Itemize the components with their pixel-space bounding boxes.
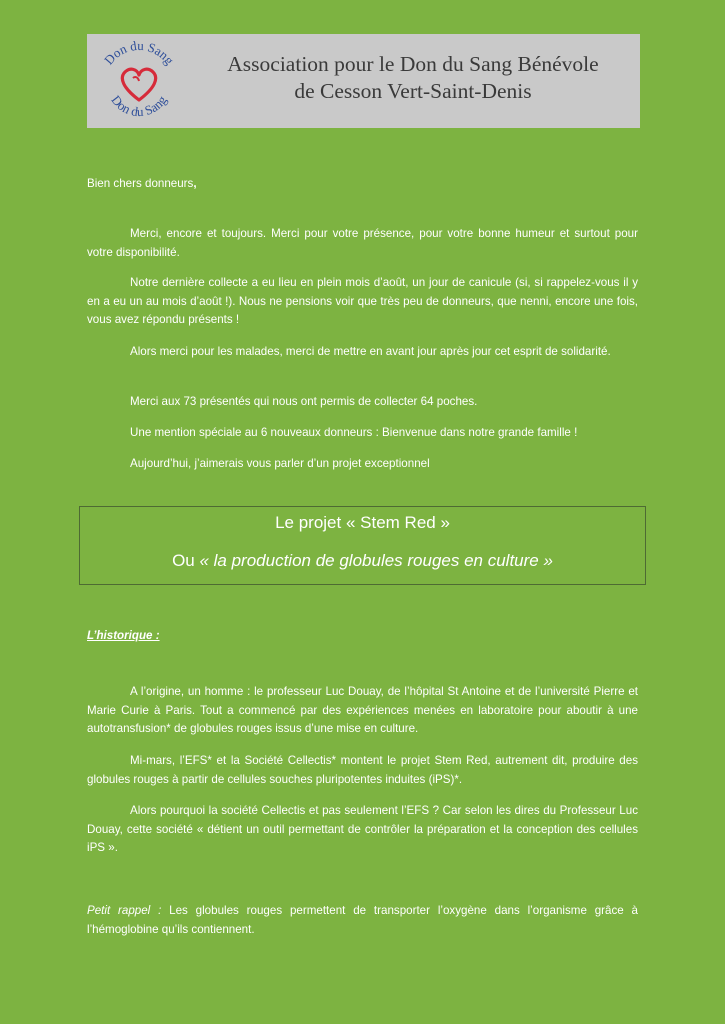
- association-title: [193, 51, 633, 105]
- project-title: Le projet « Stem Red »: [275, 513, 450, 532]
- paragraph-donor-count: Merci aux 73 présentés qui nous ont permis de collecter 64 poches.: [130, 395, 478, 408]
- paragraph-project-intro: Aujourd’hui, j’aimerais vous parler d’un projet exceptionnel: [130, 457, 430, 470]
- paragraph-solidarity: Alors merci pour les malades, merci de mettre en avant jour après jour cet esprit de solidarité.: [130, 345, 611, 358]
- project-subtitle-italic: « la production de globules rouges en culture »: [199, 551, 553, 570]
- project-subtitle: [80, 551, 645, 571]
- paragraph-thanks: Merci, encore et toujours. Merci pour votre présence, pour votre bonne humeur et surtout pour votre disponibilité.: [87, 227, 638, 259]
- reminder-text: Les globules rouges permettent de transporter l’oxygène dans l’organisme grâce à l’hémoglobine qu’ils contiennent.: [87, 904, 638, 936]
- association-banner: [87, 34, 640, 128]
- blood-donation-heart-logo: [95, 38, 183, 124]
- project-title-box: [79, 506, 646, 585]
- association-title-line1: Association pour le Don du Sang Bénévole: [227, 52, 599, 76]
- greeting: [87, 175, 638, 194]
- reminder-label: Petit rappel :: [87, 904, 162, 917]
- logo-text-bottom: Don du Sang: [108, 92, 170, 120]
- greeting-comma: ,: [193, 177, 197, 190]
- paragraph-new-donors: Une mention spéciale au 6 nouveaux donneurs : Bienvenue dans notre grande famille !: [130, 426, 578, 439]
- paragraph-last-collection: Notre dernière collecte a eu lieu en plein mois d’août, un jour de canicule (si, si rappelez-vous il y en a eu un au mois d’août !). Nous ne pensions voir que très peu de donneurs, que nenni, encore une fois, vous avez répondu présents !: [87, 276, 638, 326]
- paragraph-reminder: [87, 902, 638, 939]
- svg-text:Don du Sang: [108, 92, 169, 119]
- paragraph-origin: A l’origine, un homme : le professeur Luc Douay, de l’hôpital St Antoine et de l’université Pierre et Marie Curie à Paris. Tout a commencé par des expériences menées en laboratoire pour aboutir à une autotransfusion* de globules rouges issus d’une mise en culture.: [87, 685, 638, 735]
- paragraph-stem-red: Mi-mars, l’EFS* et la Société Cellectis* montent le projet Stem Red, autrement dit, produire des globules rouges à partir de cellules souches pluripotentes induites (iPS)*.: [87, 754, 638, 786]
- svg-text:Don du Sang: [101, 38, 177, 68]
- project-subtitle-prefix: Ou: [172, 551, 200, 570]
- paragraph-cellectis: Alors pourquoi la société Cellectis et pas seulement l’EFS ? Car selon les dires du Professeur Luc Douay, cette société « détient un outil permettant de contrôler la préparation et la conception des cellules iPS ».: [87, 804, 638, 854]
- logo-text-top: Don du Sang: [101, 38, 178, 68]
- history-heading: L’historique :: [87, 629, 160, 642]
- association-title-line2: de Cesson Vert-Saint-Denis: [294, 79, 532, 103]
- greeting-text: Bien chers donneurs: [87, 177, 194, 190]
